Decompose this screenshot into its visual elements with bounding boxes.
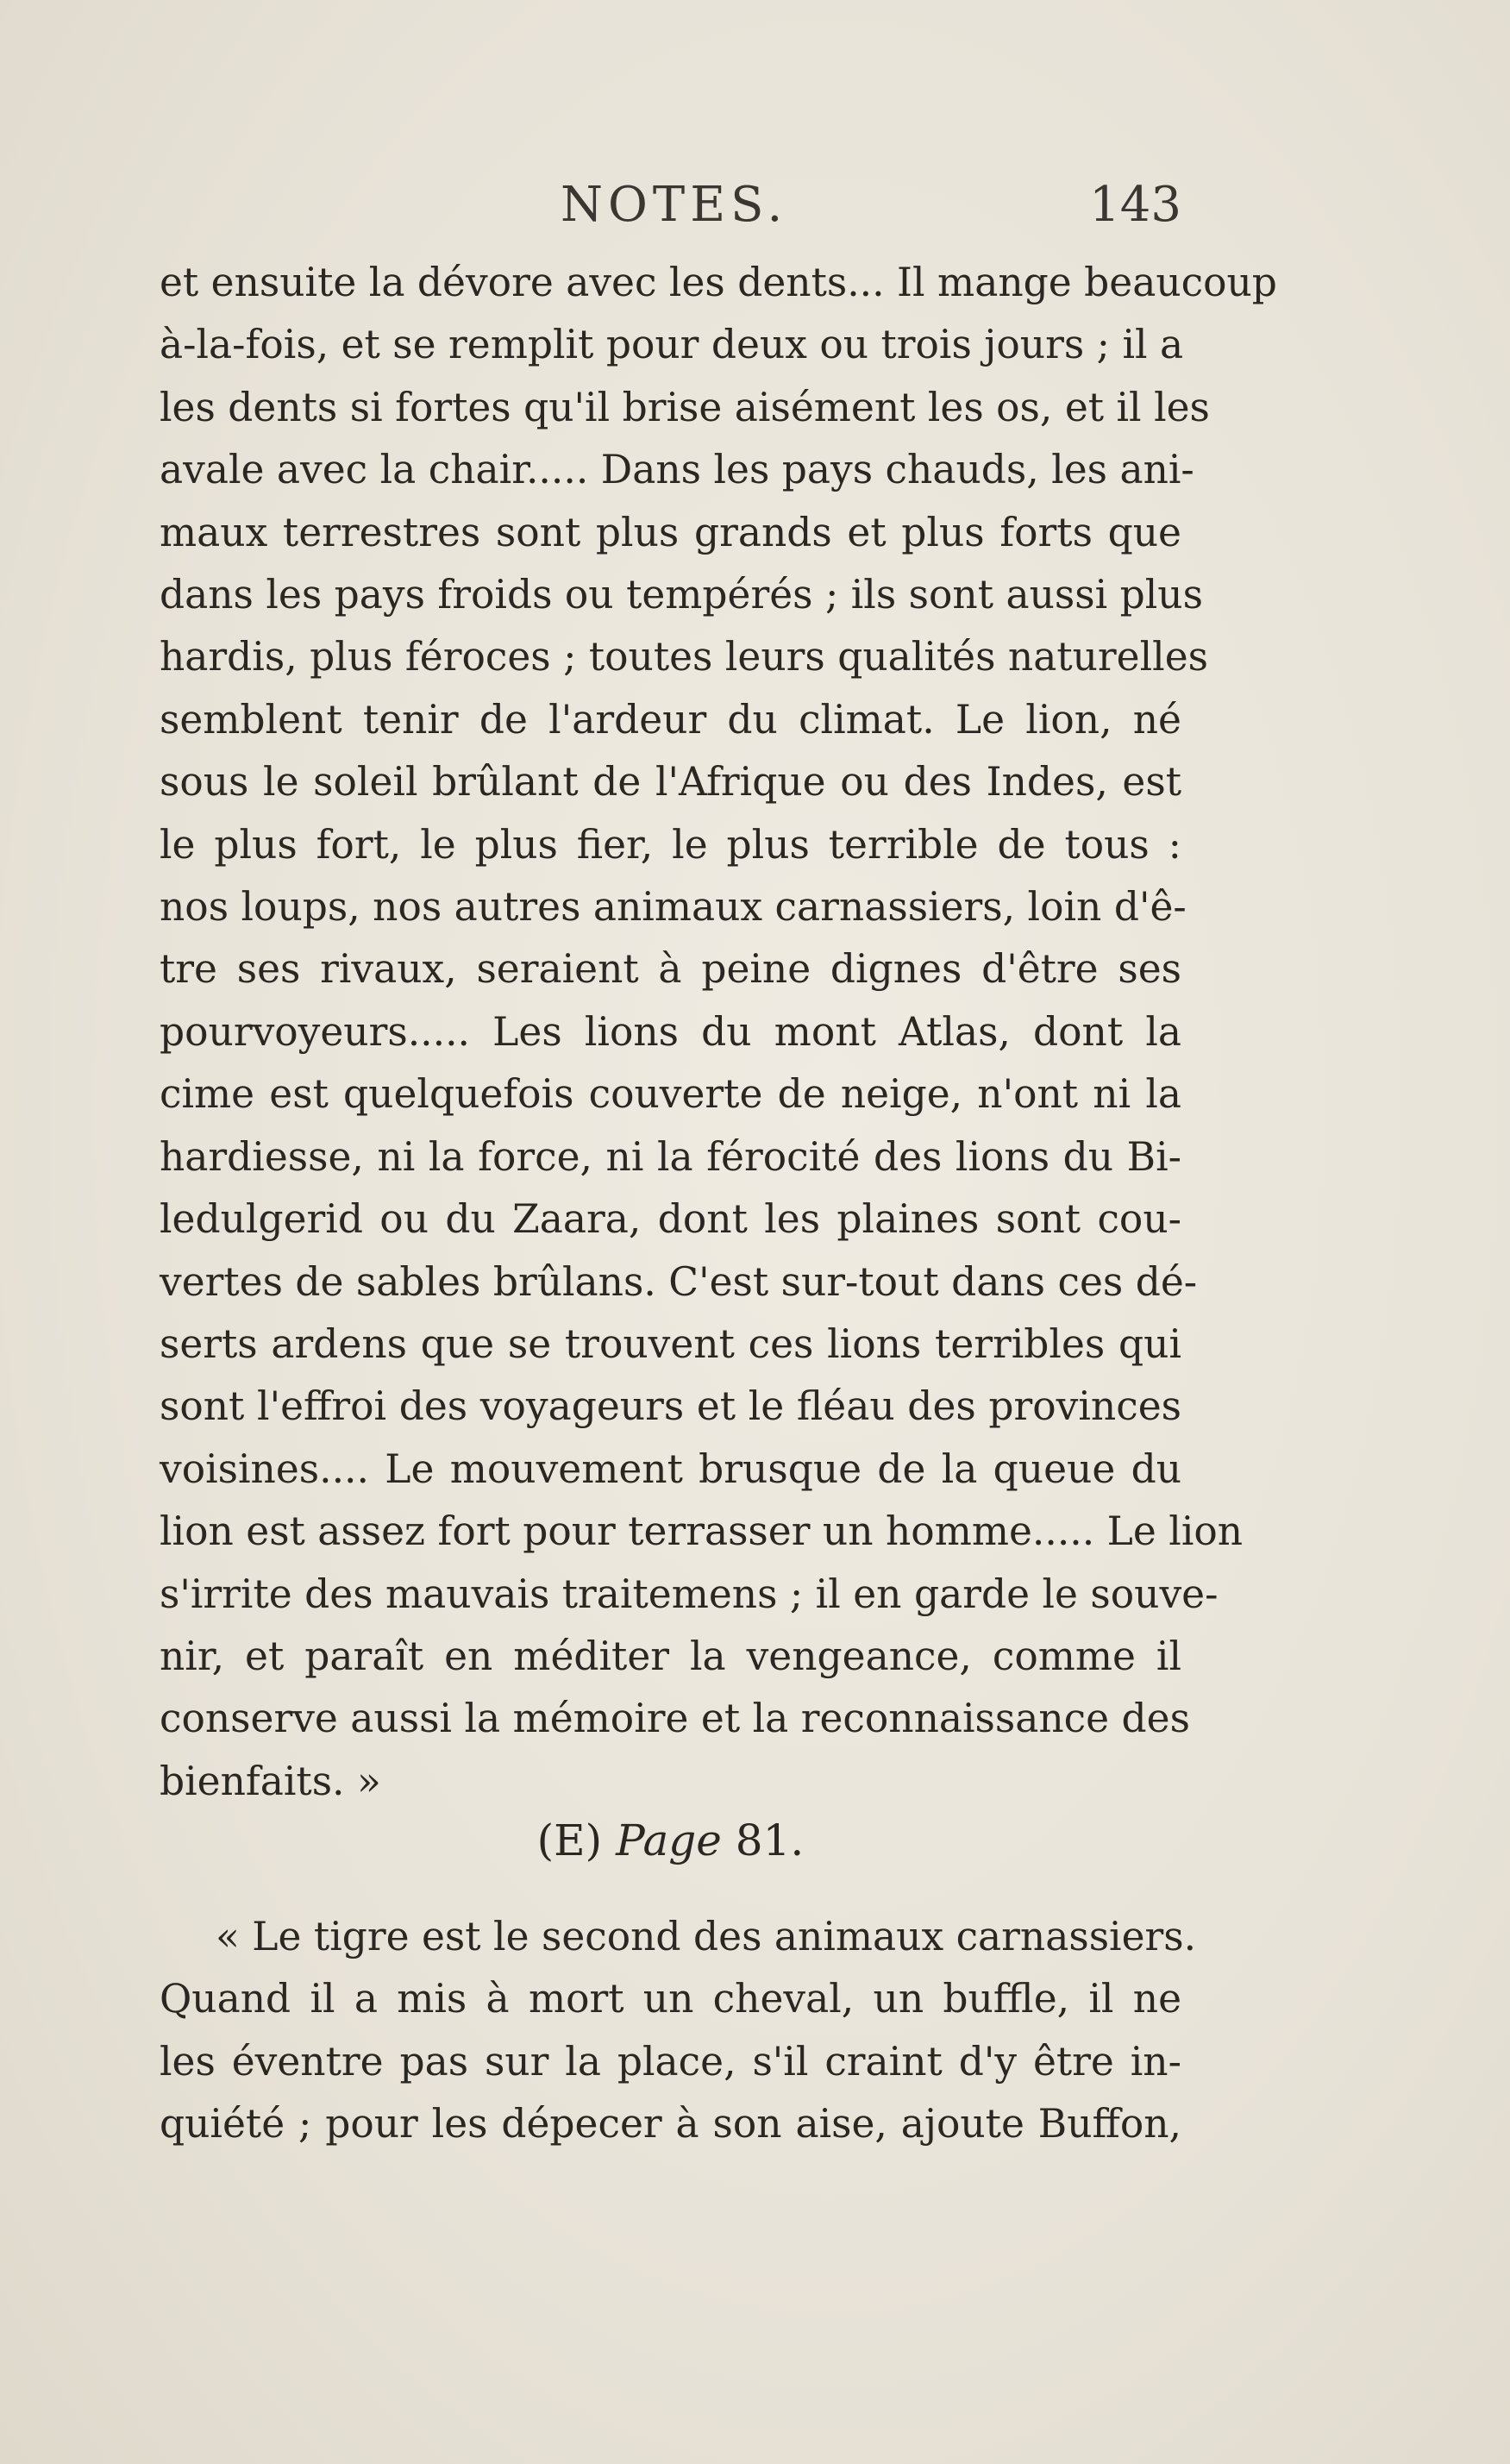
text-line: quiété ; pour les dépecer à son aise, ajoute Buffon,: [160, 2101, 1181, 2147]
note-e-text: [160, 1906, 1197, 2156]
text-line: « Le tigre est le second des animaux carnassiers.: [216, 1914, 1197, 1959]
text-line: bienfaits. »: [160, 1758, 381, 1804]
text-line: à-la-fois, et se remplit pour deux ou trois jours ; il a: [160, 322, 1184, 368]
text-line: s'irrite des mauvais traitemens ; il en garde le souve-: [160, 1571, 1219, 1617]
text-line: les éventre pas sur la place, s'il craint d'y être in-: [160, 2038, 1181, 2085]
text-line: cime est quelquefois couverte de neige, n'ont ni la: [160, 1071, 1181, 1118]
text-line: Quand il a mis à mort un cheval, un buffle, il ne: [160, 1976, 1181, 2022]
text-line: le plus fort, le plus fier, le plus terrible de tous :: [160, 821, 1181, 868]
text-line: les dents si fortes qu'il brise aisément les os, et il les: [160, 384, 1210, 430]
note-e-page-number: 81.: [735, 1815, 805, 1865]
text-line: ledulgerid ou du Zaara, dont les plaines sont cou-: [160, 1196, 1181, 1243]
text-line: avale avec la chair..... Dans les pays chauds, les ani-: [160, 447, 1194, 493]
text-line: serts ardens que se trouvent ces lions terribles qui: [160, 1320, 1181, 1367]
text-line: maux terrestres sont plus grands et plus forts que: [160, 509, 1181, 555]
running-head: [160, 177, 1181, 237]
text-line: hardiesse, ni la force, ni la férocité des lions du Bi-: [160, 1133, 1181, 1180]
text-line: nir, et paraît en méditer la vengeance, comme il: [160, 1633, 1181, 1679]
text-line: semblent tenir de l'ardeur du climat. Le lion, né: [160, 696, 1181, 743]
running-title: NOTES.: [561, 177, 788, 233]
page-number: 143: [1089, 177, 1181, 233]
text-line: lion est assez fort pour terrasser un homme..... Le lion: [160, 1508, 1244, 1555]
text-line: hardis, plus féroces ; toutes leurs qualités naturelles: [160, 634, 1208, 680]
text-line: vertes de sables brûlans. C'est sur-tout dans ces dé-: [160, 1258, 1198, 1305]
text-line: dans les pays froids ou tempérés ; ils sont aussi plus: [160, 572, 1203, 618]
note-d-continuation: [160, 252, 1277, 1813]
text-line: tre ses rivaux, seraient à peine dignes d'être ses: [160, 946, 1181, 993]
text-line: et ensuite la dévore avec les dents... Il mange beaucoup: [160, 260, 1277, 305]
text-line: conserve aussi la mémoire et la reconnaissance des: [160, 1696, 1190, 1742]
text-line: sont l'effroi des voyageurs et le fléau des provinces: [160, 1383, 1181, 1430]
text-line: pourvoyeurs..... Les lions du mont Atlas, dont la: [160, 1008, 1181, 1055]
text-line: nos loups, nos autres animaux carnassiers, loin d'ê-: [160, 884, 1187, 931]
note-e-page-label: Page: [616, 1815, 722, 1865]
text-line: sous le soleil brûlant de l'Afrique ou des Indes, est: [160, 759, 1181, 806]
text-line: voisines.... Le mouvement brusque de la queue du: [160, 1445, 1181, 1492]
note-e-heading: [160, 1815, 1181, 1865]
note-e-marker: (E): [536, 1815, 603, 1865]
